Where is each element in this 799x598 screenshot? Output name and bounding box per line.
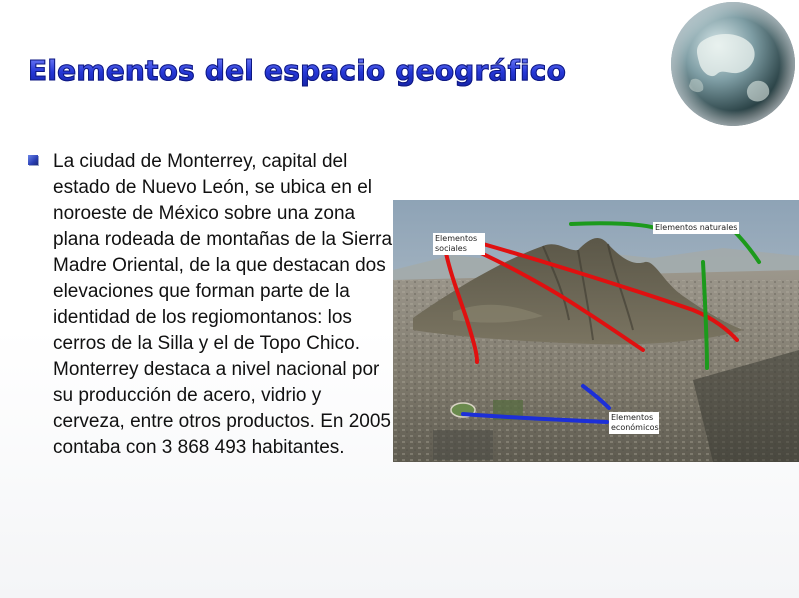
monterrey-aerial-photo — [393, 200, 799, 462]
label-elementos-naturales: Elementos naturales — [655, 223, 738, 232]
bullet-square-icon — [28, 155, 38, 165]
slide-title: Elementos del espacio geográfico — [28, 54, 567, 87]
label-elementos-sociales: Elementos sociales — [433, 233, 485, 255]
body-paragraph: La ciudad de Monterrey, capital del estado de Nuevo León, se ubica en el noroeste de México sobre una zona plana rodeada de montañas de la Sierra Madre Oriental, de la que destacan dos elevaciones que forman parte de la identidad de los regiomontanos: los cerros de la Silla y el de Topo Chico. Monterrey destaca a nivel nacional por su producción de acero, vidrio y cerveza, entre otros productos. En 2005 contaba con 3 868 493 habitantes. — [53, 151, 393, 458]
globe-icon — [661, 2, 799, 132]
label-elementos-economicos: Elementos económicos — [611, 413, 659, 432]
